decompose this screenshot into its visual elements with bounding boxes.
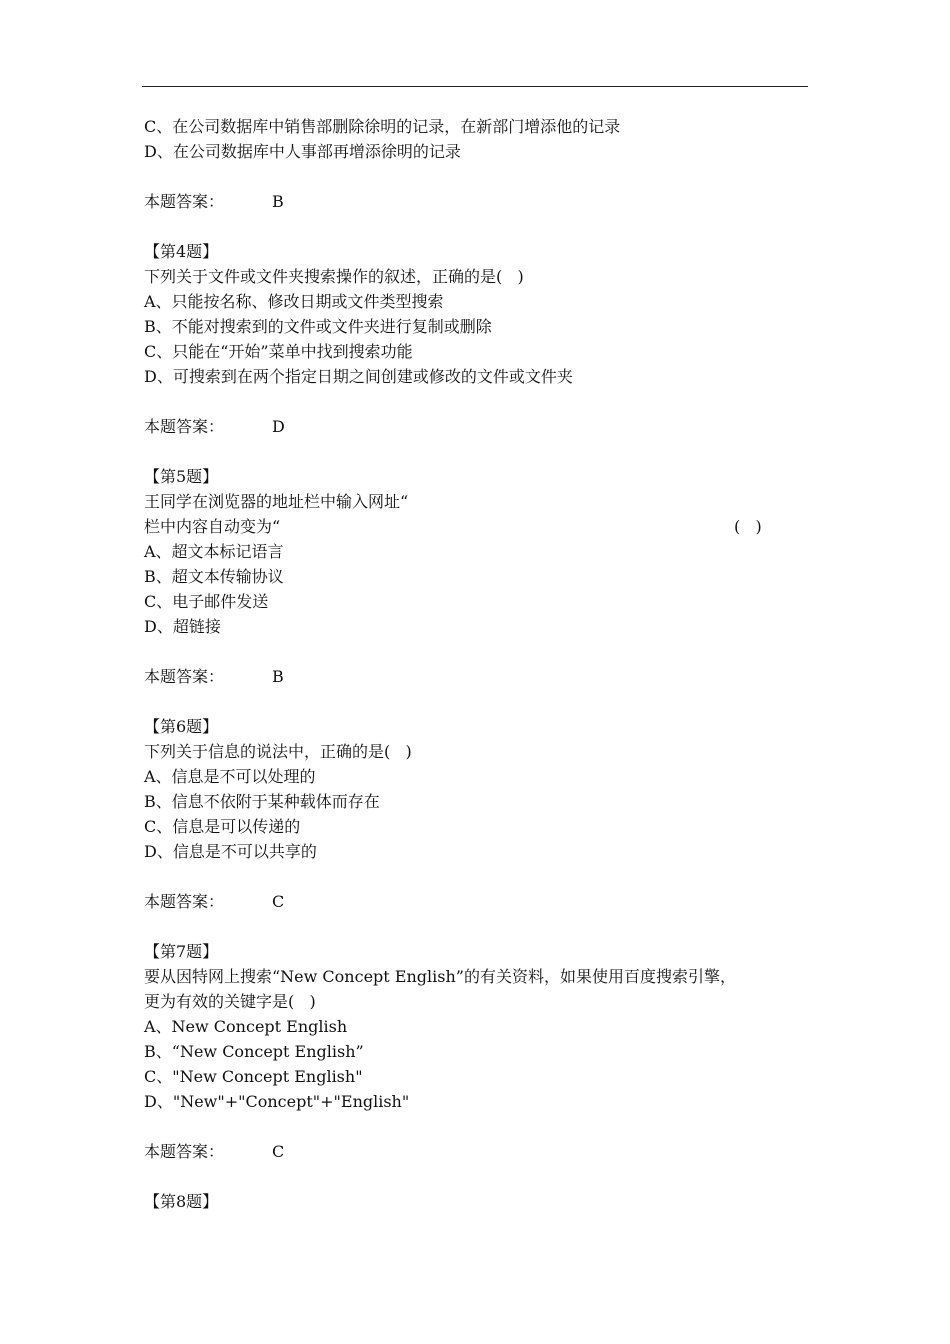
option-d: D、在公司数据库中人事部再增添徐明的记录: [144, 142, 461, 161]
question-title: 【第7题】: [144, 942, 219, 961]
answer-label: 本题答案：: [144, 417, 225, 436]
option-b: B、“New Concept English”: [144, 1042, 364, 1061]
option-d: D、超链接: [144, 617, 221, 636]
option-c: C、电子邮件发送: [144, 592, 269, 611]
question-stem-line2: [144, 514, 824, 539]
answer-row: [144, 189, 824, 214]
option-c: C、"New Concept English": [144, 1067, 363, 1086]
question-title: 【第5题】: [144, 467, 219, 486]
question-title: 【第4题】: [144, 242, 219, 261]
question-stem-text: 栏中内容自动变为“: [144, 517, 281, 536]
option-a: A、New Concept English: [144, 1017, 348, 1036]
answer-label: 本题答案：: [144, 1142, 225, 1161]
answer-value: C: [272, 892, 285, 911]
option-b: B、超文本传输协议: [144, 567, 284, 586]
answer-value: D: [272, 417, 285, 436]
question-stem-line1: 要从因特网上搜索“New Concept English”的有关资料，如果使用百度搜索引擎，: [144, 967, 736, 986]
answer-label: 本题答案：: [144, 192, 225, 211]
option-c: C、只能在“开始”菜单中找到搜索功能: [144, 342, 413, 361]
answer-value: B: [272, 667, 284, 686]
answer-value: B: [272, 192, 284, 211]
option-c: C、信息是可以传递的: [144, 817, 301, 836]
option-d: D、"New"+"Concept"+"English": [144, 1092, 410, 1111]
answer-value: C: [272, 1142, 285, 1161]
answer-row: [144, 1139, 824, 1164]
answer-label: 本题答案：: [144, 892, 225, 911]
answer-row: [144, 414, 824, 439]
option-a: A、信息是不可以处理的: [144, 767, 316, 786]
option-b: B、信息不依附于某种载体而存在: [144, 792, 380, 811]
question-title: 【第8题】: [144, 1192, 219, 1211]
answer-blank: ( ): [734, 517, 762, 536]
question-title: 【第6题】: [144, 717, 219, 736]
option-d: D、信息是不可以共享的: [144, 842, 317, 861]
answer-label: 本题答案：: [144, 667, 225, 686]
question-stem: 下列关于信息的说法中，正确的是( ): [144, 742, 412, 761]
question-stem-line2: 更为有效的关键字是( ): [144, 992, 316, 1011]
option-a: A、超文本标记语言: [144, 542, 284, 561]
option-c: C、在公司数据库中销售部删除徐明的记录，在新部门增添他的记录: [144, 117, 621, 136]
question-stem-line1: 王同学在浏览器的地址栏中输入网址“: [144, 492, 409, 511]
option-a: A、只能按名称、修改日期或文件类型搜索: [144, 292, 444, 311]
header-rule: [142, 86, 808, 87]
option-d: D、可搜索到在两个指定日期之间创建或修改的文件或文件夹: [144, 367, 573, 386]
option-b: B、不能对搜索到的文件或文件夹进行复制或删除: [144, 317, 492, 336]
answer-row: [144, 664, 824, 689]
question-stem: 下列关于文件或文件夹搜索操作的叙述，正确的是( ): [144, 267, 524, 286]
document-body: [144, 114, 824, 1214]
answer-row: [144, 889, 824, 914]
